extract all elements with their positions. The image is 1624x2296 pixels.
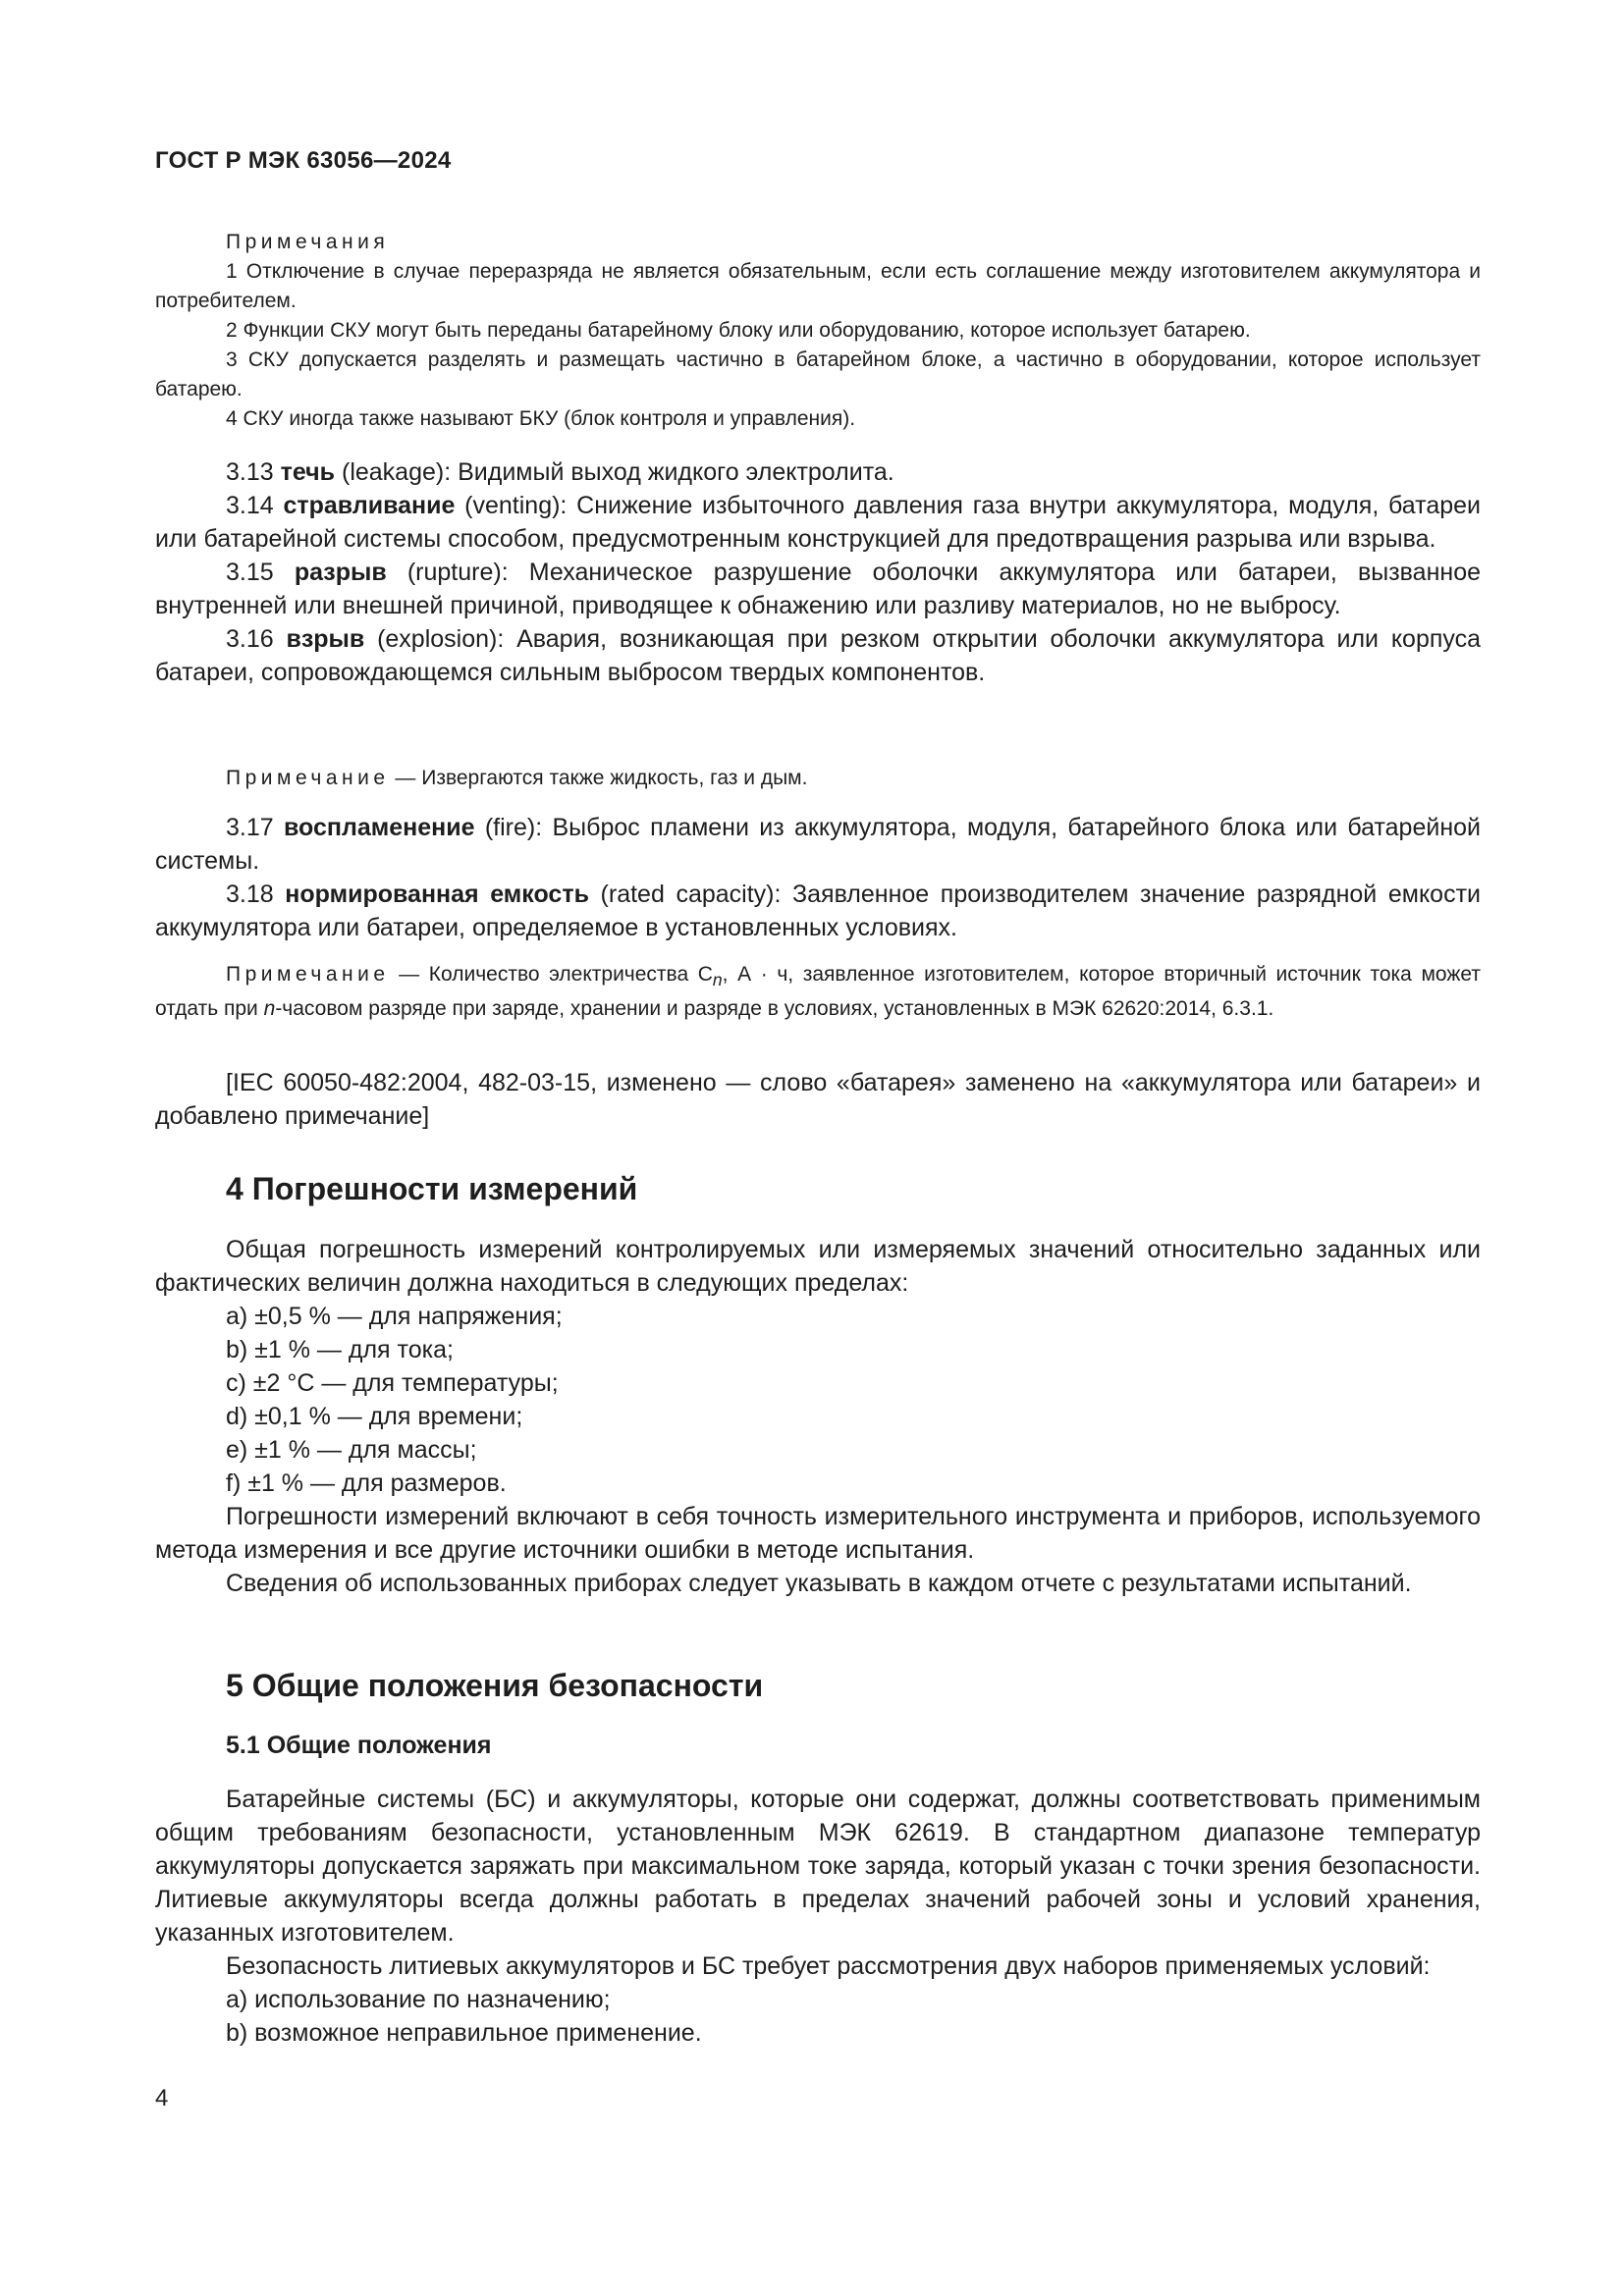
term-number: 3.13 [226,458,274,486]
notes-block [155,228,1481,434]
note-text: , А · ч, заявленное изготовителем, которое вторичный источник тока может отдать при [155,963,1481,1021]
list-item: c) ±2 °С — для температуры; [226,1369,559,1397]
term-word: взрыв [286,625,365,653]
term-number: 3.17 [226,814,274,841]
term-definition: (leakage): Видимый выход жидкого электролита. [335,458,894,486]
note-text: — Количество электричества C [389,963,713,986]
section-5-paragraph: Батарейные системы (БС) и аккумуляторы, которые они содержат, должны соответствовать применимым общим требованиям безопасности, установленным МЭК 62619. В стандартном диапазоне температур аккумуляторы допускается заряжать при максимальном токе заряда, который указан с точки зрения безопасности. Литиевые аккумуляторы всегда должны работать в пределах значений рабочей зоны и условий хранения, указанных изготовителем. [155,1786,1481,1947]
note-subscript: n [712,970,723,990]
term-number: 3.16 [226,625,274,653]
term-word: стравливание [283,492,456,519]
list-item: f) ±1 % — для размеров. [226,1469,507,1497]
list-item: a) использование по назначению; [226,1986,611,2013]
term-number: 3.18 [226,881,274,908]
term-3-18 [155,878,1481,944]
list-item: b) возможное неправильное применение. [226,2019,702,2047]
list-item: d) ±0,1 % — для времени; [226,1403,523,1430]
page-number: 4 [155,2085,169,2111]
section-4-title: 4 Погрешности измерений [226,1171,638,1206]
note-3-18 [155,960,1481,1024]
section-4-paragraph: Сведения об использованных приборах следует указывать в каждом отчете с результатами испытаний. [226,1570,1412,1597]
section-4-body [155,1233,1481,1600]
term-number: 3.14 [226,492,274,519]
term-word: разрыв [294,559,387,586]
section-4-paragraph: Погрешности измерений включают в себя точность измерительного инструмента и приборов, используемого метода измерения и все другие источники ошибки в методе испытания. [155,1503,1481,1564]
term-3-14 [155,489,1481,556]
section-5-1 [155,1732,1481,1760]
term-word: течь [280,458,336,486]
terms-block-1 [155,455,1481,689]
section-5-paragraph: Безопасность литиевых аккумуляторов и БС требует рассмотрения двух наборов применяемых условий: [226,1952,1431,1980]
note-label: Примечание [226,767,390,789]
notes-title: Примечания [226,231,390,253]
note-3-16 [155,764,1481,793]
note-item: 2 Функции СКУ могут быть переданы батарейному блоку или оборудованию, которое использует батарею. [226,319,1251,342]
term-3-16 [155,622,1481,689]
section-5-title: 5 Общие положения безопасности [226,1668,764,1703]
section-5-1-title: 5.1 Общие положения [226,1732,492,1759]
note-text: -часовом разряде при заряде, хранении и разряде в условиях, установленных в МЭК 62620:2014, 6.3.1. [275,997,1274,1021]
list-item: a) ±0,5 % — для напряжения; [226,1303,563,1330]
term-3-13 [155,455,1481,489]
document-header: ГОСТ Р МЭК 63056—2024 [155,147,452,174]
section-4-intro: Общая погрешность измерений контролируемых или измеряемых значений относительно заданных или фактических величин должна находиться в следующих пределах: [155,1236,1481,1297]
terms-block-2 [155,811,1481,944]
note-text: — Извергаются также жидкость, газ и дым. [389,767,808,789]
source-reference: [IEC 60050-482:2004, 482-03-15, изменено — слово «батарея» заменено на «аккумулятора или батареи» и добавлено примечание] [155,1069,1481,1130]
note-item: 3 СКУ допускается разделять и размещать частично в батарейном блоке, а частично в оборудовании, которое использует батарею. [155,348,1481,400]
term-definition: (venting): Снижение избыточного давления газа внутри аккумулятора, модуля, батареи или батарейной системы способом, предусмотренным конструкцией для предотвращения разрыва или взрыва. [155,492,1481,553]
section-5-body [155,1783,1481,2050]
term-definition: (explosion): Авария, возникающая при резком открытии оболочки аккумулятора или корпуса батареи, сопровождающемся сильным выбросом твердых компонентов. [155,625,1482,686]
note-label: Примечание [226,963,390,986]
section-4 [155,1171,1481,1207]
term-word: нормированная емкость [285,881,589,908]
term-3-15 [155,556,1481,622]
term-3-17 [155,811,1481,878]
term-definition: (rupture): Механическое разрушение оболочки аккумулятора или батареи, вызванное внутренней или внешней причиной, приводящее к обнажению или разливу материалов, но не выбросу. [155,559,1481,619]
note-item: 4 СКУ иногда также называют БКУ (блок контроля и управления). [226,407,856,430]
note-item: 1 Отключение в случае переразряда не является обязательным, если есть соглашение между изготовителем аккумулятора и потребителем. [155,260,1481,312]
term-source [155,1066,1481,1133]
term-definition: (fire): Выброс пламени из аккумулятора, модуля, батарейного блока или батарейной системы. [155,814,1481,875]
term-word: воспламенение [283,814,475,841]
term-definition: (rated capacity): Заявленное производителем значение разрядной емкости аккумулятора или батареи, определяемое в установленных условиях. [155,881,1481,941]
list-item: e) ±1 % — для массы; [226,1436,477,1464]
list-item: b) ±1 % — для тока; [226,1336,454,1363]
note-italic: n [263,997,276,1021]
section-5 [155,1668,1481,1704]
term-number: 3.15 [226,559,274,586]
